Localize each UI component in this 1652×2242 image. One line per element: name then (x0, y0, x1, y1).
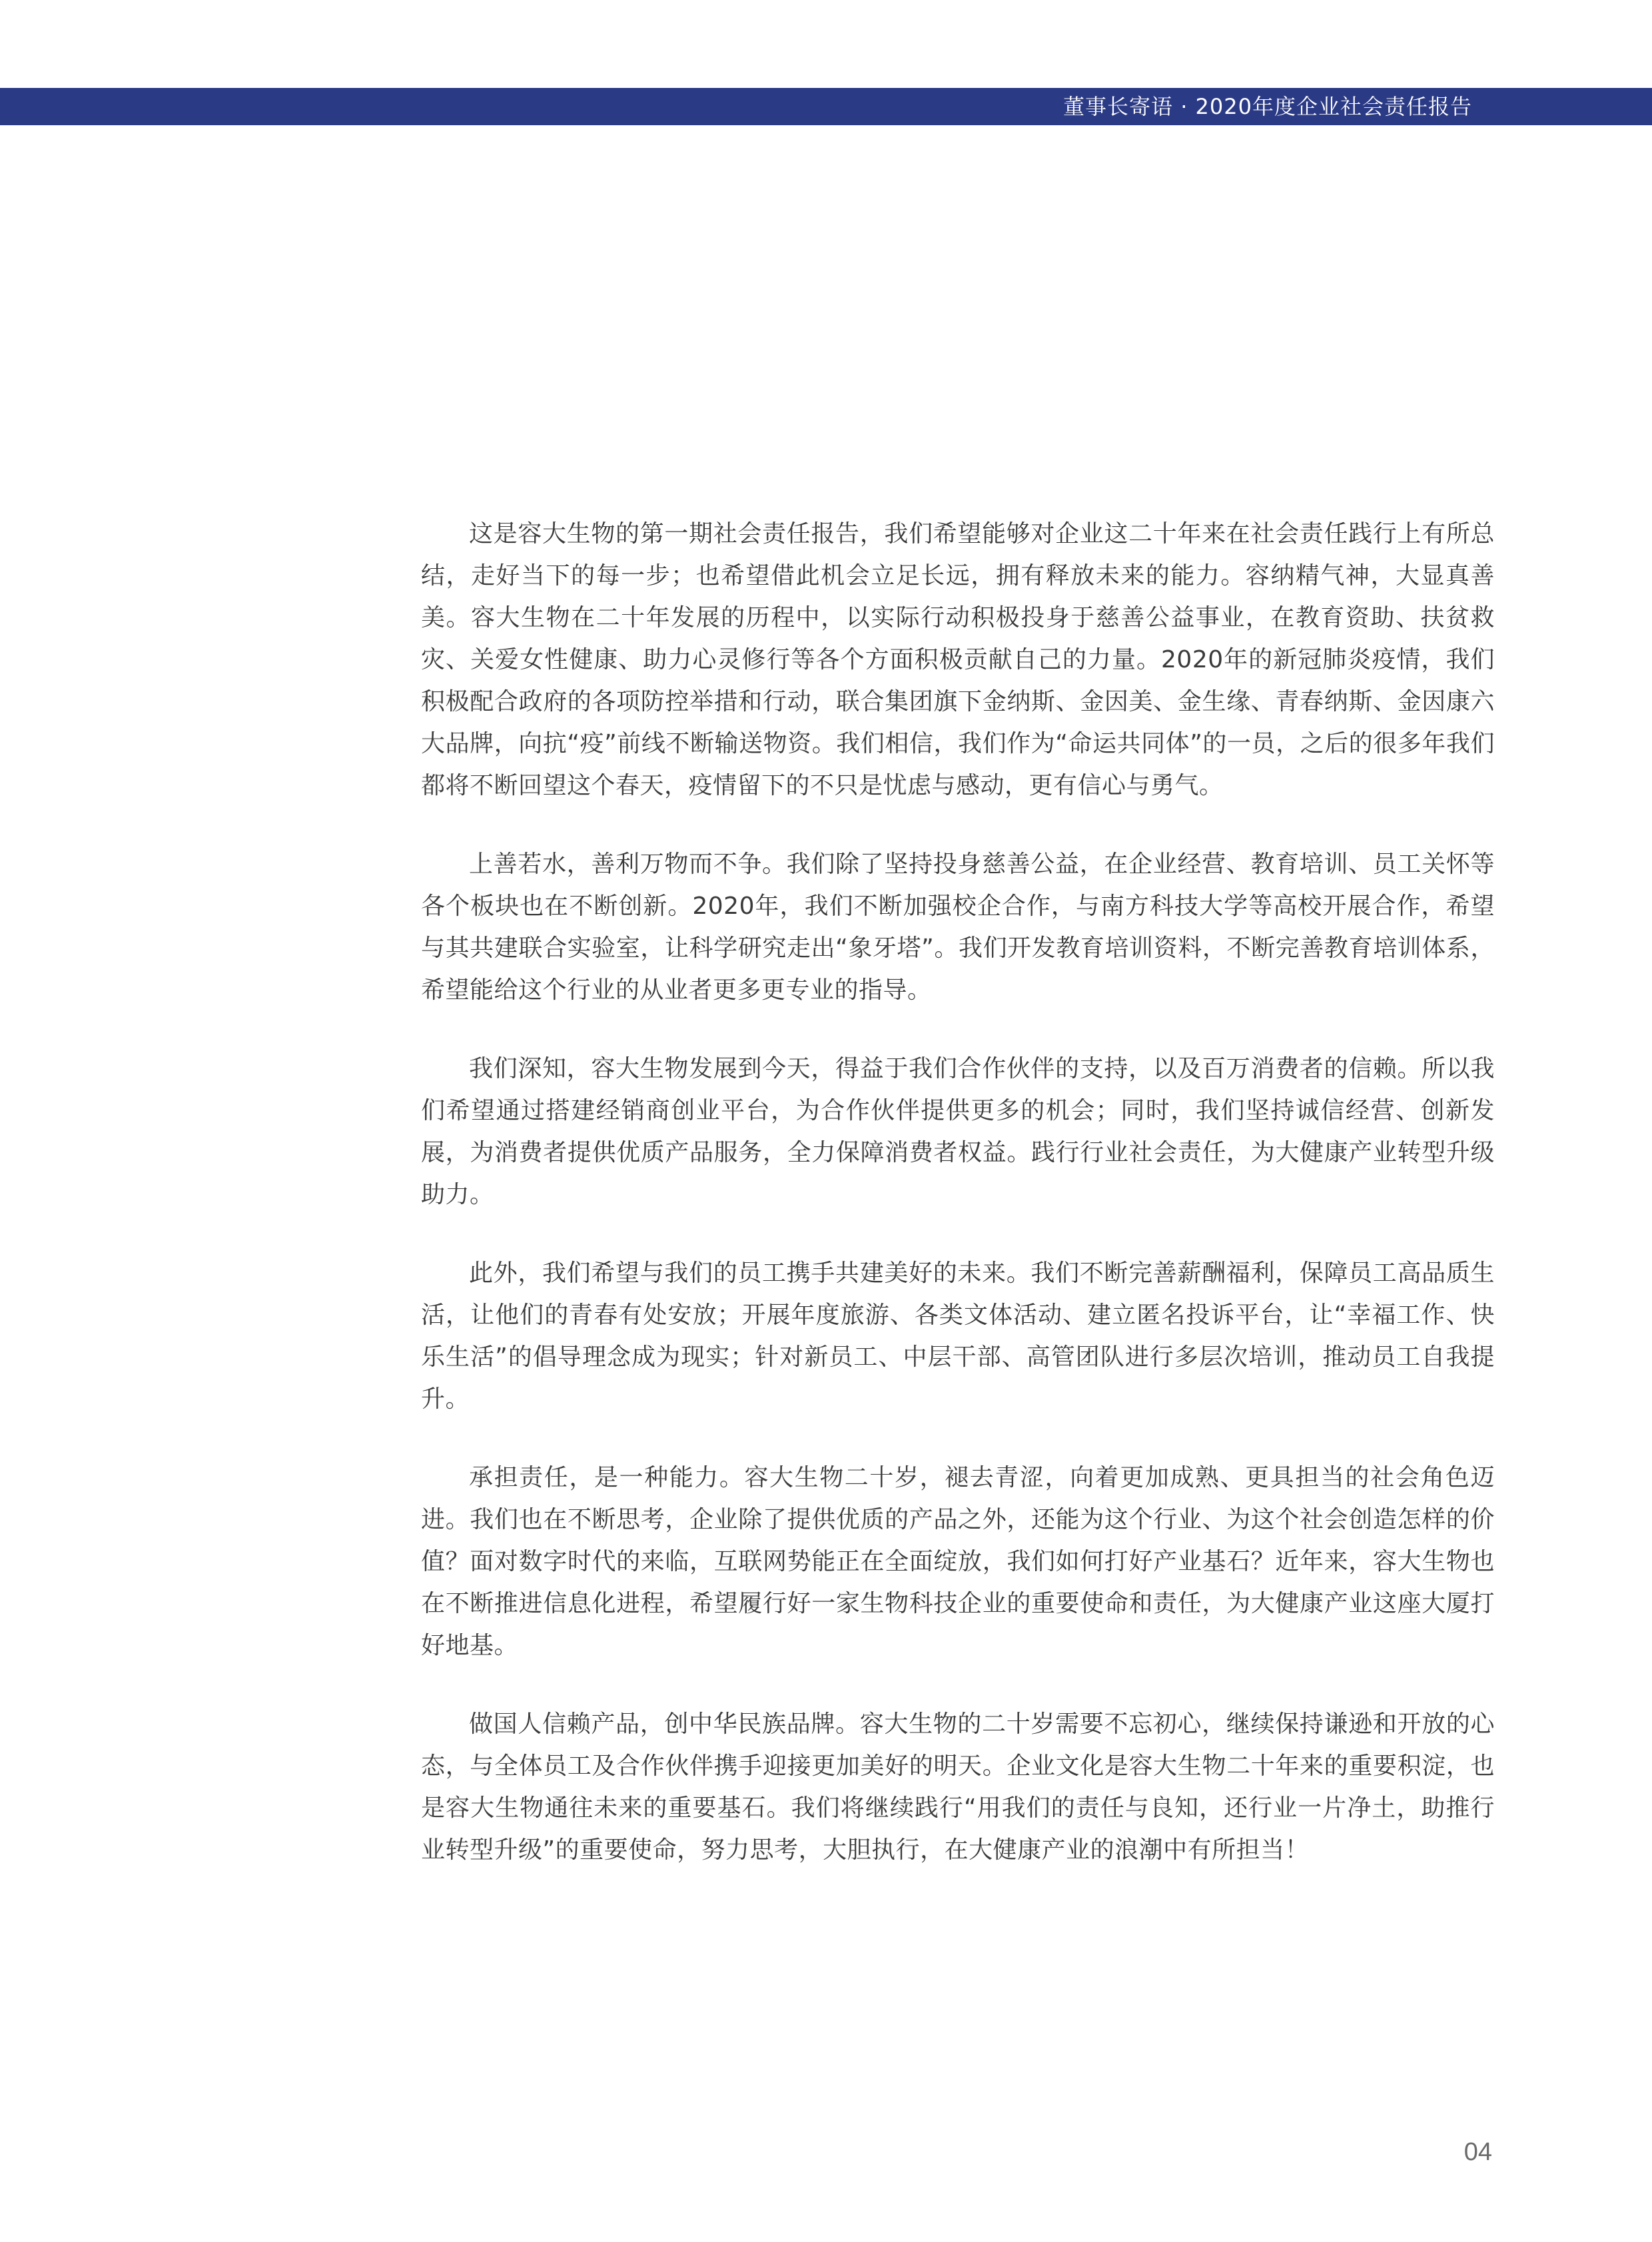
body-text (421, 513, 1495, 1908)
paragraph-6: 做国人信赖产品，创中华民族品牌。容大生物的二十岁需要不忘初心，继续保持谦逊和开放的心态，与全体员工及合作伙伴携手迎接更加美好的明天。企业文化是容大生物二十年来的重要积淀，也是容大生物通往未来的重要基石。我们将继续践行“用我们的责任与良知，还行业一片净土，助推行业转型升级”的重要使命，努力思考，大胆执行，在大健康产业的浪潮中有所担当！ (421, 1710, 1495, 1864)
page-number: 04 (1463, 2138, 1492, 2166)
paragraph-2: 上善若水，善利万物而不争。我们除了坚持投身慈善公益，在企业经营、教育培训、员工关怀等各个板块也在不断创新。2020年，我们不断加强校企合作，与南方科技大学等高校开展合作，希望与其共建联合实验室，让科学研究走出“象牙塔”。我们开发教育培训资料，不断完善教育培训体系，希望能给这个行业的从业者更多更专业的指导。 (421, 851, 1495, 1004)
paragraph-1: 这是容大生物的第一期社会责任报告，我们希望能够对企业这二十年来在社会责任践行上有所总结，走好当下的每一步；也希望借此机会立足长远，拥有释放未来的能力。容纳精气神，大显真善美。容大生物在二十年发展的历程中，以实际行动积极投身于慈善公益事业，在教育资助、扶贫救灾、关爱女性健康、助力心灵修行等各个方面积极贡献自己的力量。2020年的新冠肺炎疫情，我们积极配合政府的各项防控举措和行动，联合集团旗下金纳斯、金因美、金生缘、青春纳斯、金因康六大品牌，向抗“疫”前线不断输送物资。我们相信，我们作为“命运共同体”的一员，之后的很多年我们都将不断回望这个春天，疫情留下的不只是忧虑与感动，更有信心与勇气。 (421, 520, 1495, 799)
paragraph-3: 我们深知，容大生物发展到今天，得益于我们合作伙伴的支持，以及百万消费者的信赖。所以我们希望通过搭建经销商创业平台，为合作伙伴提供更多的机会；同时，我们坚持诚信经营、创新发展，为消费者提供优质产品服务，全力保障消费者权益。践行行业社会责任，为大健康产业转型升级助力。 (421, 1055, 1495, 1208)
paragraph-5: 承担责任，是一种能力。容大生物二十岁，褪去青涩，向着更加成熟、更具担当的社会角色迈进。我们也在不断思考，企业除了提供优质的产品之外，还能为这个行业、为这个社会创造怎样的价值？面对数字时代的来临，互联网势能正在全面绽放，我们如何打好产业基石？近年来，容大生物也在不断推进信息化进程，希望履行好一家生物科技企业的重要使命和责任，为大健康产业这座大厦打好地基。 (421, 1464, 1495, 1659)
header-bar (0, 88, 1652, 125)
header-title: 董事长寄语 · 2020年度企业社会责任报告 (1063, 94, 1472, 119)
paragraph-4: 此外，我们希望与我们的员工携手共建美好的未来。我们不断完善薪酬福利，保障员工高品质生活，让他们的青春有处安放；开展年度旅游、各类文体活动、建立匿名投诉平台，让“幸福工作、快乐生活”的倡导理念成为现实；针对新员工、中层干部、高管团队进行多层次培训，推动员工自我提升。 (421, 1260, 1495, 1413)
